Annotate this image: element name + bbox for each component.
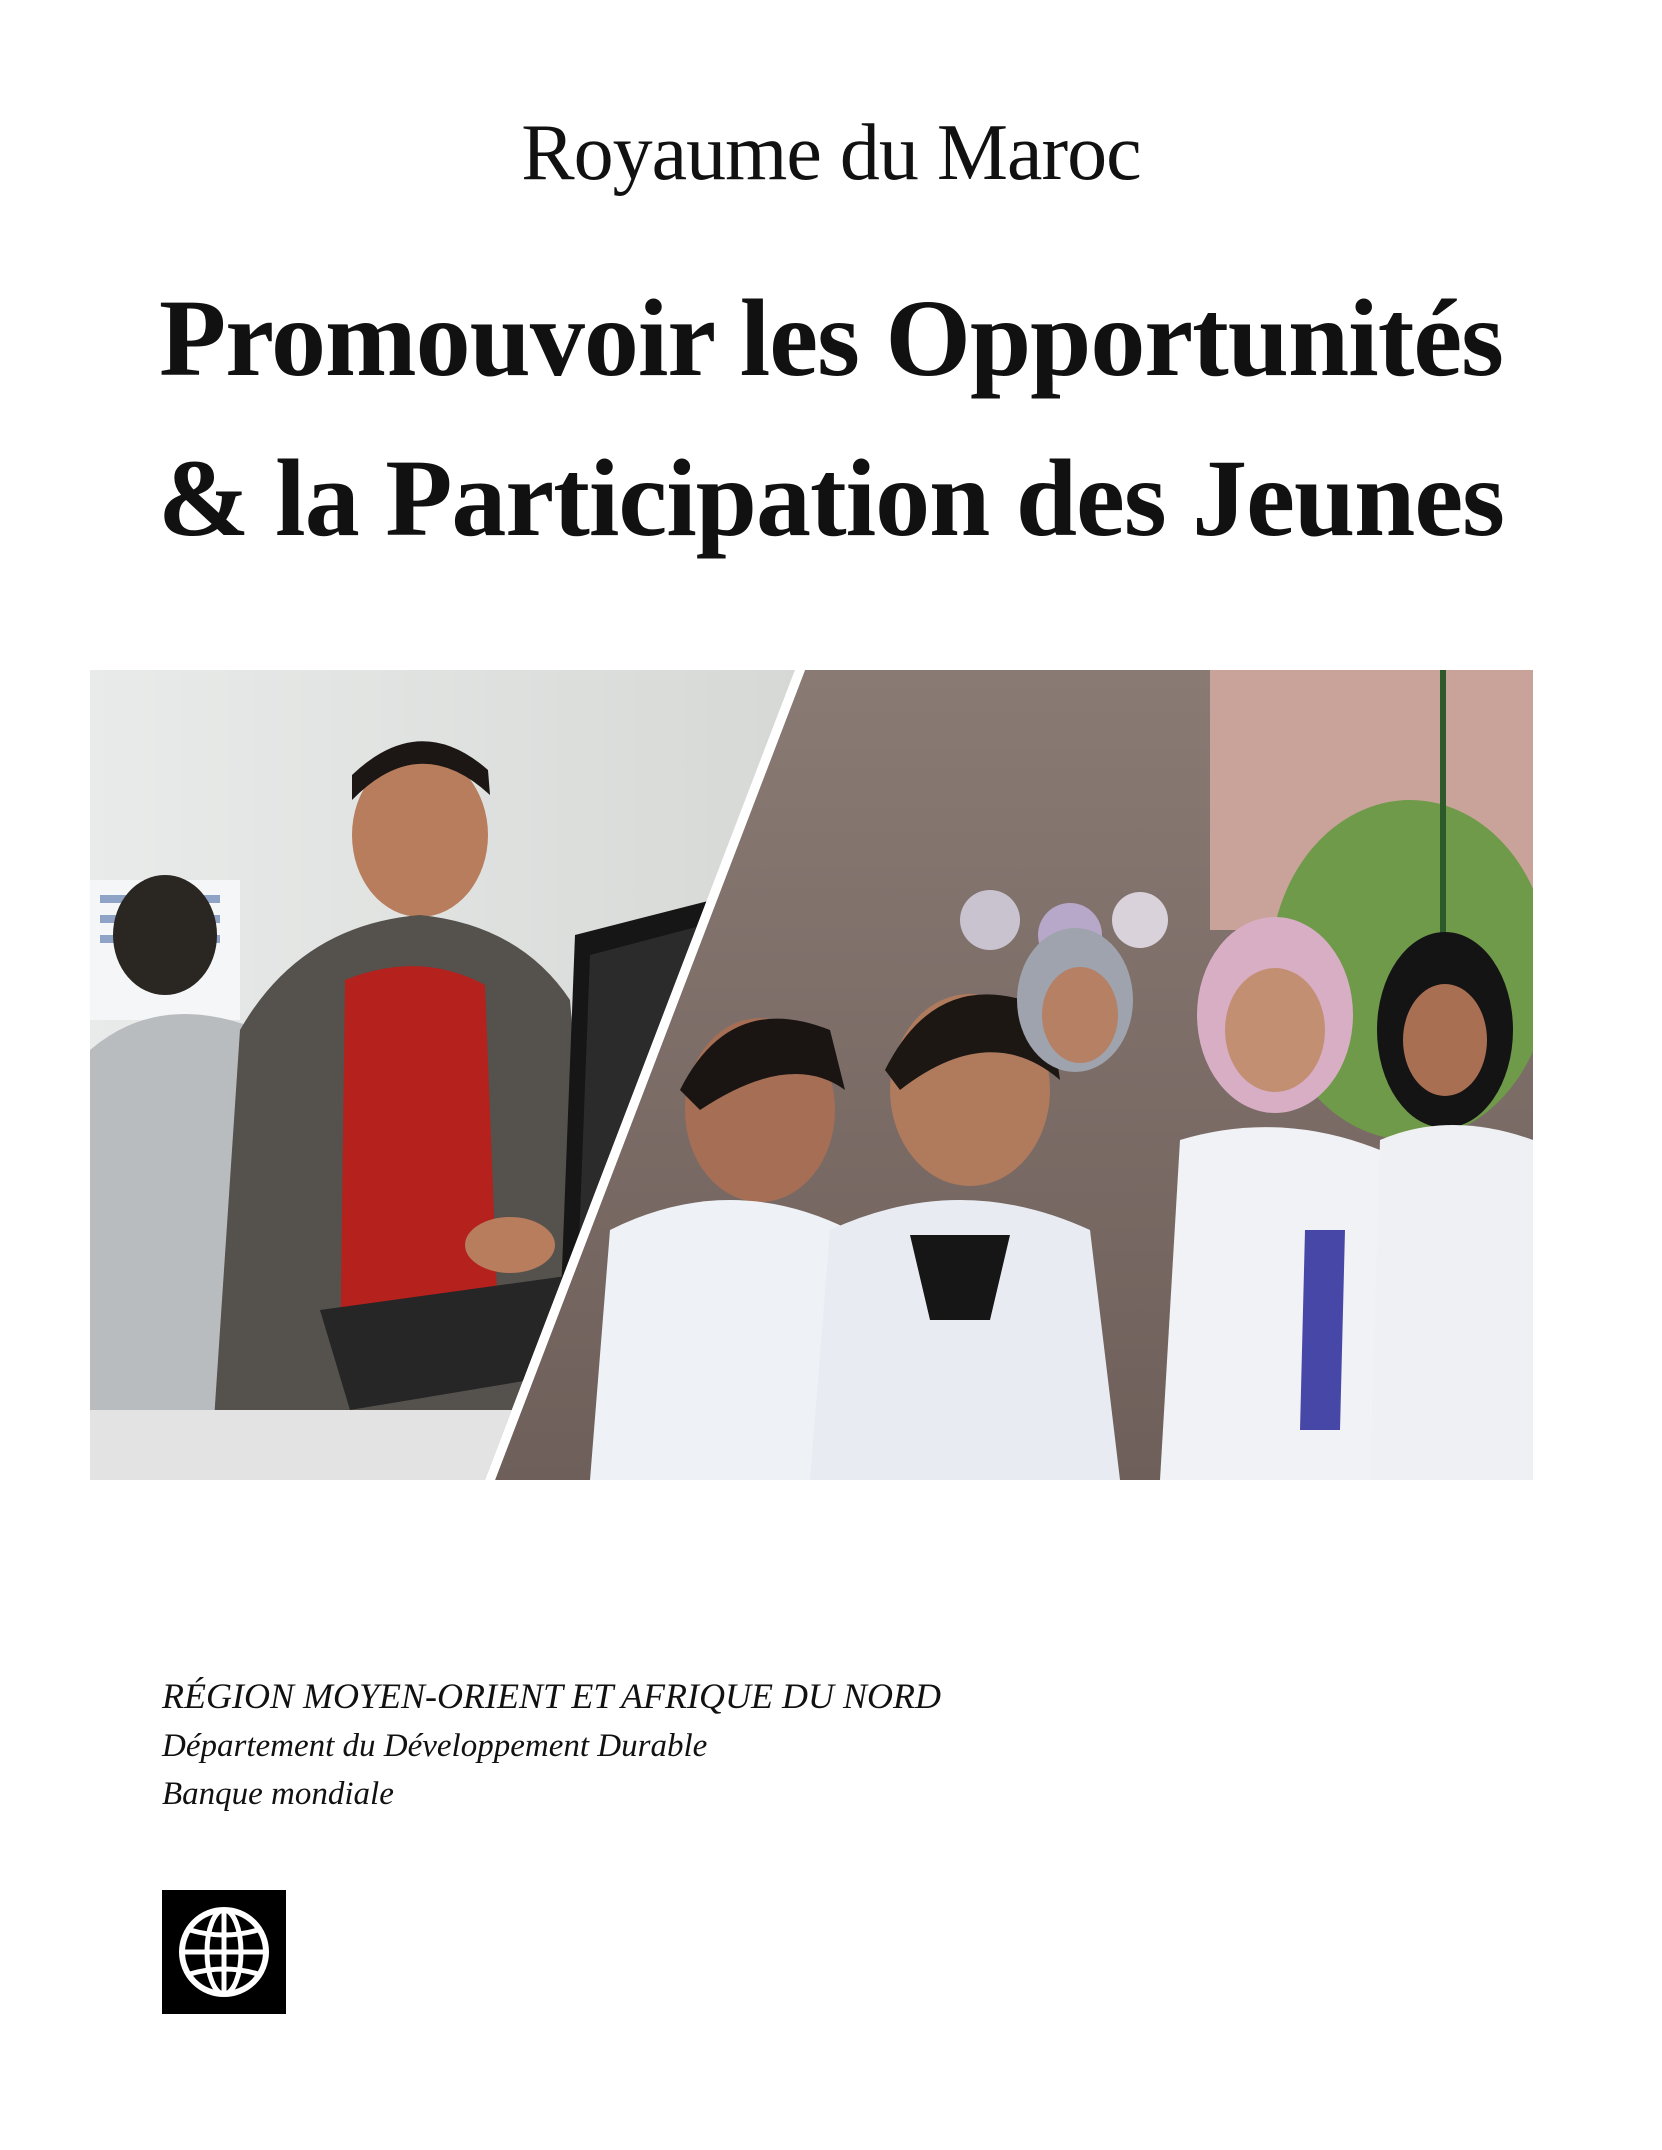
country-heading: Royaume du Maroc — [521, 109, 1141, 197]
department-label: Département du Développement Durable — [162, 1728, 708, 1764]
world-bank-globe-icon — [162, 1890, 286, 2014]
organization-label: Banque mondiale — [162, 1776, 394, 1812]
report-title-line-1: Promouvoir les Opportunités — [159, 277, 1503, 399]
report-title-line-2: & la Participation des Jeunes — [158, 437, 1504, 559]
region-label: RÉGION MOYEN-ORIENT ET AFRIQUE DU NORD — [162, 1676, 941, 1716]
report-title — [0, 258, 1662, 578]
publisher-info — [162, 1670, 941, 1818]
cover-photo — [90, 670, 1533, 1480]
world-bank-logo — [162, 1890, 286, 2014]
